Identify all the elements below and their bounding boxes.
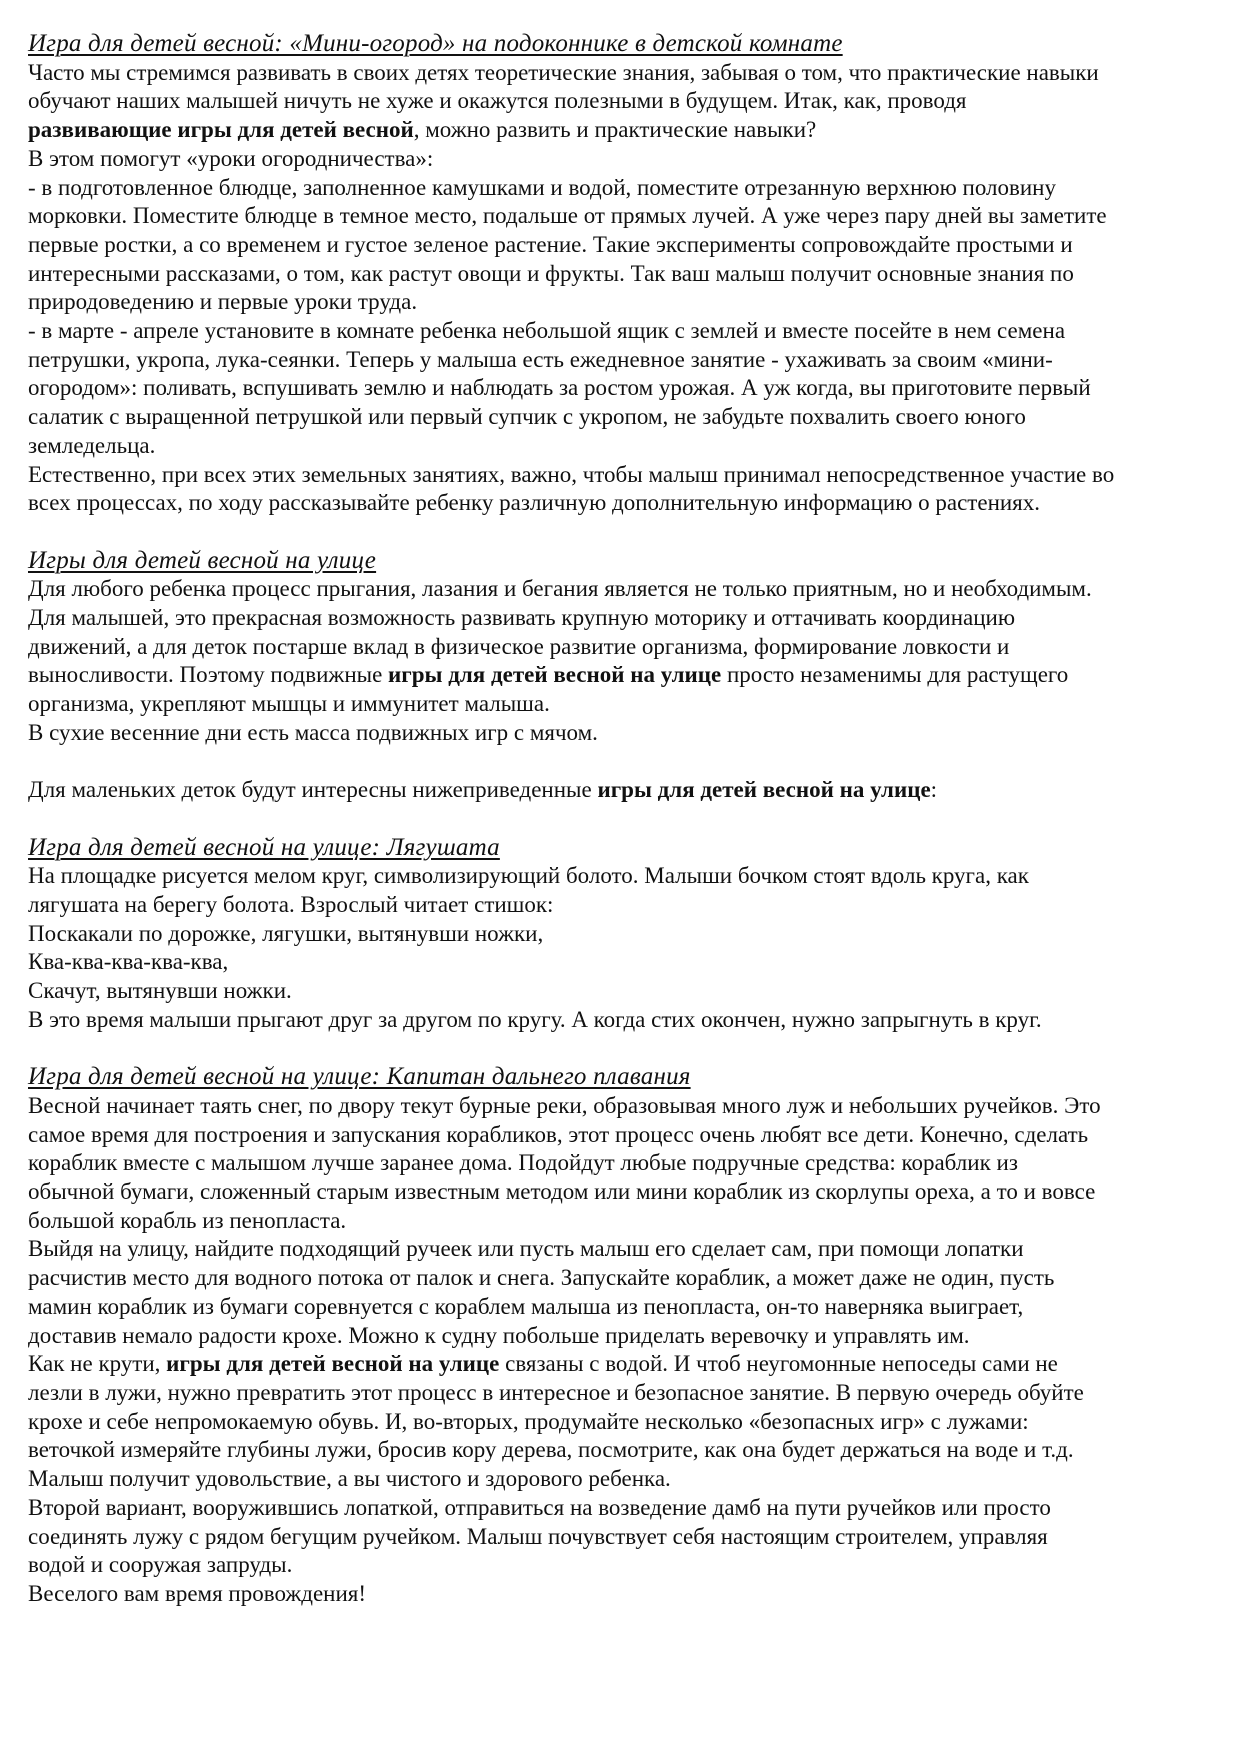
- paragraph-line: [28, 776, 1218, 805]
- paragraph-line: Второй вариант, вооружившись лопаткой, отправиться на возведение дамб на пути ручейков или просто: [28, 1494, 1051, 1520]
- paragraph-line: земледельца.: [28, 432, 156, 458]
- paragraph-line: кораблик вместе с малышом лучше заранее дома. Подойдут любые подручные средства: кораблик из: [28, 1150, 1018, 1176]
- paragraph-line: Для любого ребенка процесс прыгания, лазания и бегания является не только приятным, но и необходимым.: [28, 576, 1092, 602]
- paragraph-line: Выйдя на улицу, найдите подходящий ручеек или пусть малыш его сделает сам, при помощи лопатки: [28, 1236, 1024, 1262]
- section-title: Игры для детей весной на улице: [28, 546, 377, 574]
- paragraph-line: В сухие весенние дни есть масса подвижных игр с мячом.: [28, 719, 598, 745]
- poem-line: Поскакали по дорожке, лягушки, вытянувши ножки,: [28, 920, 544, 946]
- bold-keyword: развивающие игры для детей весной: [28, 117, 414, 143]
- paragraph-line: расчистив место для водного потока от палок и снега. Запускайте кораблик, а может даже не один, пусть: [28, 1265, 1055, 1291]
- section-outdoor-games: [28, 547, 1218, 805]
- paragraph-line: - в марте - апреле установите в комнате ребенка небольшой ящик с землей и вместе посейте в нем семена: [28, 318, 1066, 344]
- text-run: Для маленьких деток будут интересны нижеприведенные: [28, 777, 598, 803]
- paragraph-line: Для малышей, это прекрасная возможность развивать крупную моторику и оттачивать координацию: [28, 605, 1016, 631]
- paragraph-line: В это время малыши прыгают друг за другом по кругу. А когда стих окончен, нужно запрыгнуть в круг.: [28, 1006, 1042, 1032]
- text-run: просто незаменимы для растущего: [721, 662, 1069, 688]
- bold-keyword: игры для детей весной на улице: [597, 777, 931, 803]
- section-title: Игра для детей весной на улице: Капитан дальнего плавания: [28, 1063, 691, 1091]
- text-run: связаны с водой. И чтоб неугомонные непоседы сами не: [499, 1351, 1058, 1377]
- paragraph-line: большой корабль из пенопласта.: [28, 1207, 347, 1233]
- paragraph-line: организма, укрепляют мышцы и иммунитет малыша.: [28, 691, 550, 717]
- poem-line: Ква-ква-ква-ква-ква,: [28, 949, 229, 975]
- section-title: Игра для детей весной на улице: Лягушата: [28, 833, 500, 861]
- paragraph-line: салатик с выращенной петрушкой или первый супчик с укропом, не забудьте похвалить своего юного: [28, 404, 1026, 430]
- paragraph-line: обучают наших малышей ничуть не хуже и окажутся полезными в будущем. Итак, как, проводя: [28, 88, 967, 114]
- spacer: [28, 1035, 1218, 1064]
- paragraph-line: обычной бумаги, сложенный старым известным методом или мини кораблик из скорлупы ореха, а то и вовсе: [28, 1179, 1096, 1205]
- paragraph-line: огородом»: поливать, вспушивать землю и наблюдать за ростом урожая. А уж когда, вы приготовите первый: [28, 375, 1091, 401]
- closing-line: Веселого вам время провождения!: [28, 1580, 367, 1606]
- section-mini-garden: [28, 30, 1218, 518]
- paragraph-line: Естественно, при всех этих земельных занятиях, важно, чтобы малыш принимал непосредственное участие во: [28, 461, 1115, 487]
- paragraph-line: Весной начинает таять снег, по двору текут бурные реки, образовывая много луж и небольших ручейков. Это: [28, 1092, 1101, 1118]
- poem-line: Скачут, вытянувши ножки.: [28, 978, 292, 1004]
- document-page: [28, 30, 1218, 1609]
- paragraph-line: доставив немало радости крохе. Можно к судну побольше приделать веревочку и управлять им.: [28, 1322, 970, 1348]
- section-captain-game: [28, 1063, 1218, 1608]
- paragraph-line: морковки. Поместите блюдце в темное место, подальше от прямых лучей. А уже через пару дней вы заметите: [28, 203, 1107, 229]
- paragraph-line: Часто мы стремимся развивать в своих детях теоретические знания, забывая о том, что практические навыки: [28, 59, 1099, 85]
- paragraph-line: [28, 116, 1218, 145]
- paragraph-line: соединять лужу с рядом бегущим ручейком. Малыш почувствует себя настоящим строителем, управляя: [28, 1523, 1048, 1549]
- paragraph-line: природоведению и первые уроки труда.: [28, 289, 418, 315]
- paragraph-line: водой и сооружая запруды.: [28, 1552, 293, 1578]
- section-title: Игра для детей весной: «Мини-огород» на подоконнике в детской комнате: [28, 30, 843, 57]
- spacer: [28, 518, 1218, 547]
- paragraph-line: крохе и себе непромокаемую обувь. И, во-вторых, продумайте несколько «безопасных игр» с лужами:: [28, 1408, 1029, 1434]
- paragraph-line: В этом помогут «уроки огородничества»:: [28, 145, 434, 171]
- text-run: Как не крути,: [28, 1351, 167, 1377]
- paragraph-line: первые ростки, а со временем и густое зеленое растение. Такие эксперименты сопровождайте простыми и: [28, 231, 1073, 257]
- section-frogs-game: [28, 834, 1218, 1035]
- bold-keyword: игры для детей весной на улице: [166, 1351, 500, 1377]
- paragraph-line: самое время для построения и запускания корабликов, этот процесс очень любят все дети. Конечно, сделать: [28, 1121, 1089, 1147]
- paragraph-line: петрушки, укропа, лука-сеянки. Теперь у малыша есть ежедневное занятие - ухаживать за своим «мини-: [28, 346, 1053, 372]
- paragraph-line: веточкой измеряйте глубины лужи, бросив кору дерева, посмотрите, как она будет держаться на воде и т.д.: [28, 1437, 1074, 1463]
- paragraph-line: интересными рассказами, о том, как растут овощи и фрукты. Так ваш малыш получит основные знания по: [28, 260, 1074, 286]
- paragraph-line: лезли в лужи, нужно превратить этот процесс в интересное и безопасное занятие. В первую очередь обуйте: [28, 1379, 1084, 1405]
- paragraph-line: движений, а для деток постарше вклад в физическое развитие организма, формирование ловкости и: [28, 633, 1010, 659]
- spacer: [28, 805, 1218, 834]
- paragraph-line: [28, 1350, 1218, 1379]
- text-run: , можно развить и практические навыки?: [413, 117, 817, 143]
- spacer: [28, 748, 1218, 777]
- paragraph-line: - в подготовленное блюдце, заполненное камушками и водой, поместите отрезанную верхнюю половину: [28, 174, 1056, 200]
- paragraph-line: Малыш получит удовольствие, а вы чистого и здорового ребенка.: [28, 1466, 671, 1492]
- bold-keyword: игры для детей весной на улице: [388, 662, 722, 688]
- paragraph-line: На площадке рисуется мелом круг, символизирующий болото. Малыши бочком стоят вдоль круга, как: [28, 863, 1029, 889]
- paragraph-line: [28, 661, 1218, 690]
- text-run: выносливости. Поэтому подвижные: [28, 662, 389, 688]
- paragraph-line: лягушата на берегу болота. Взрослый читает стишок:: [28, 892, 554, 918]
- paragraph-line: всех процессах, по ходу рассказывайте ребенку различную дополнительную информацию о растениях.: [28, 490, 1041, 516]
- text-run: :: [930, 777, 938, 803]
- paragraph-line: мамин кораблик из бумаги соревнуется с кораблем малыша из пенопласта, он-то наверняка выиграет,: [28, 1293, 1024, 1319]
